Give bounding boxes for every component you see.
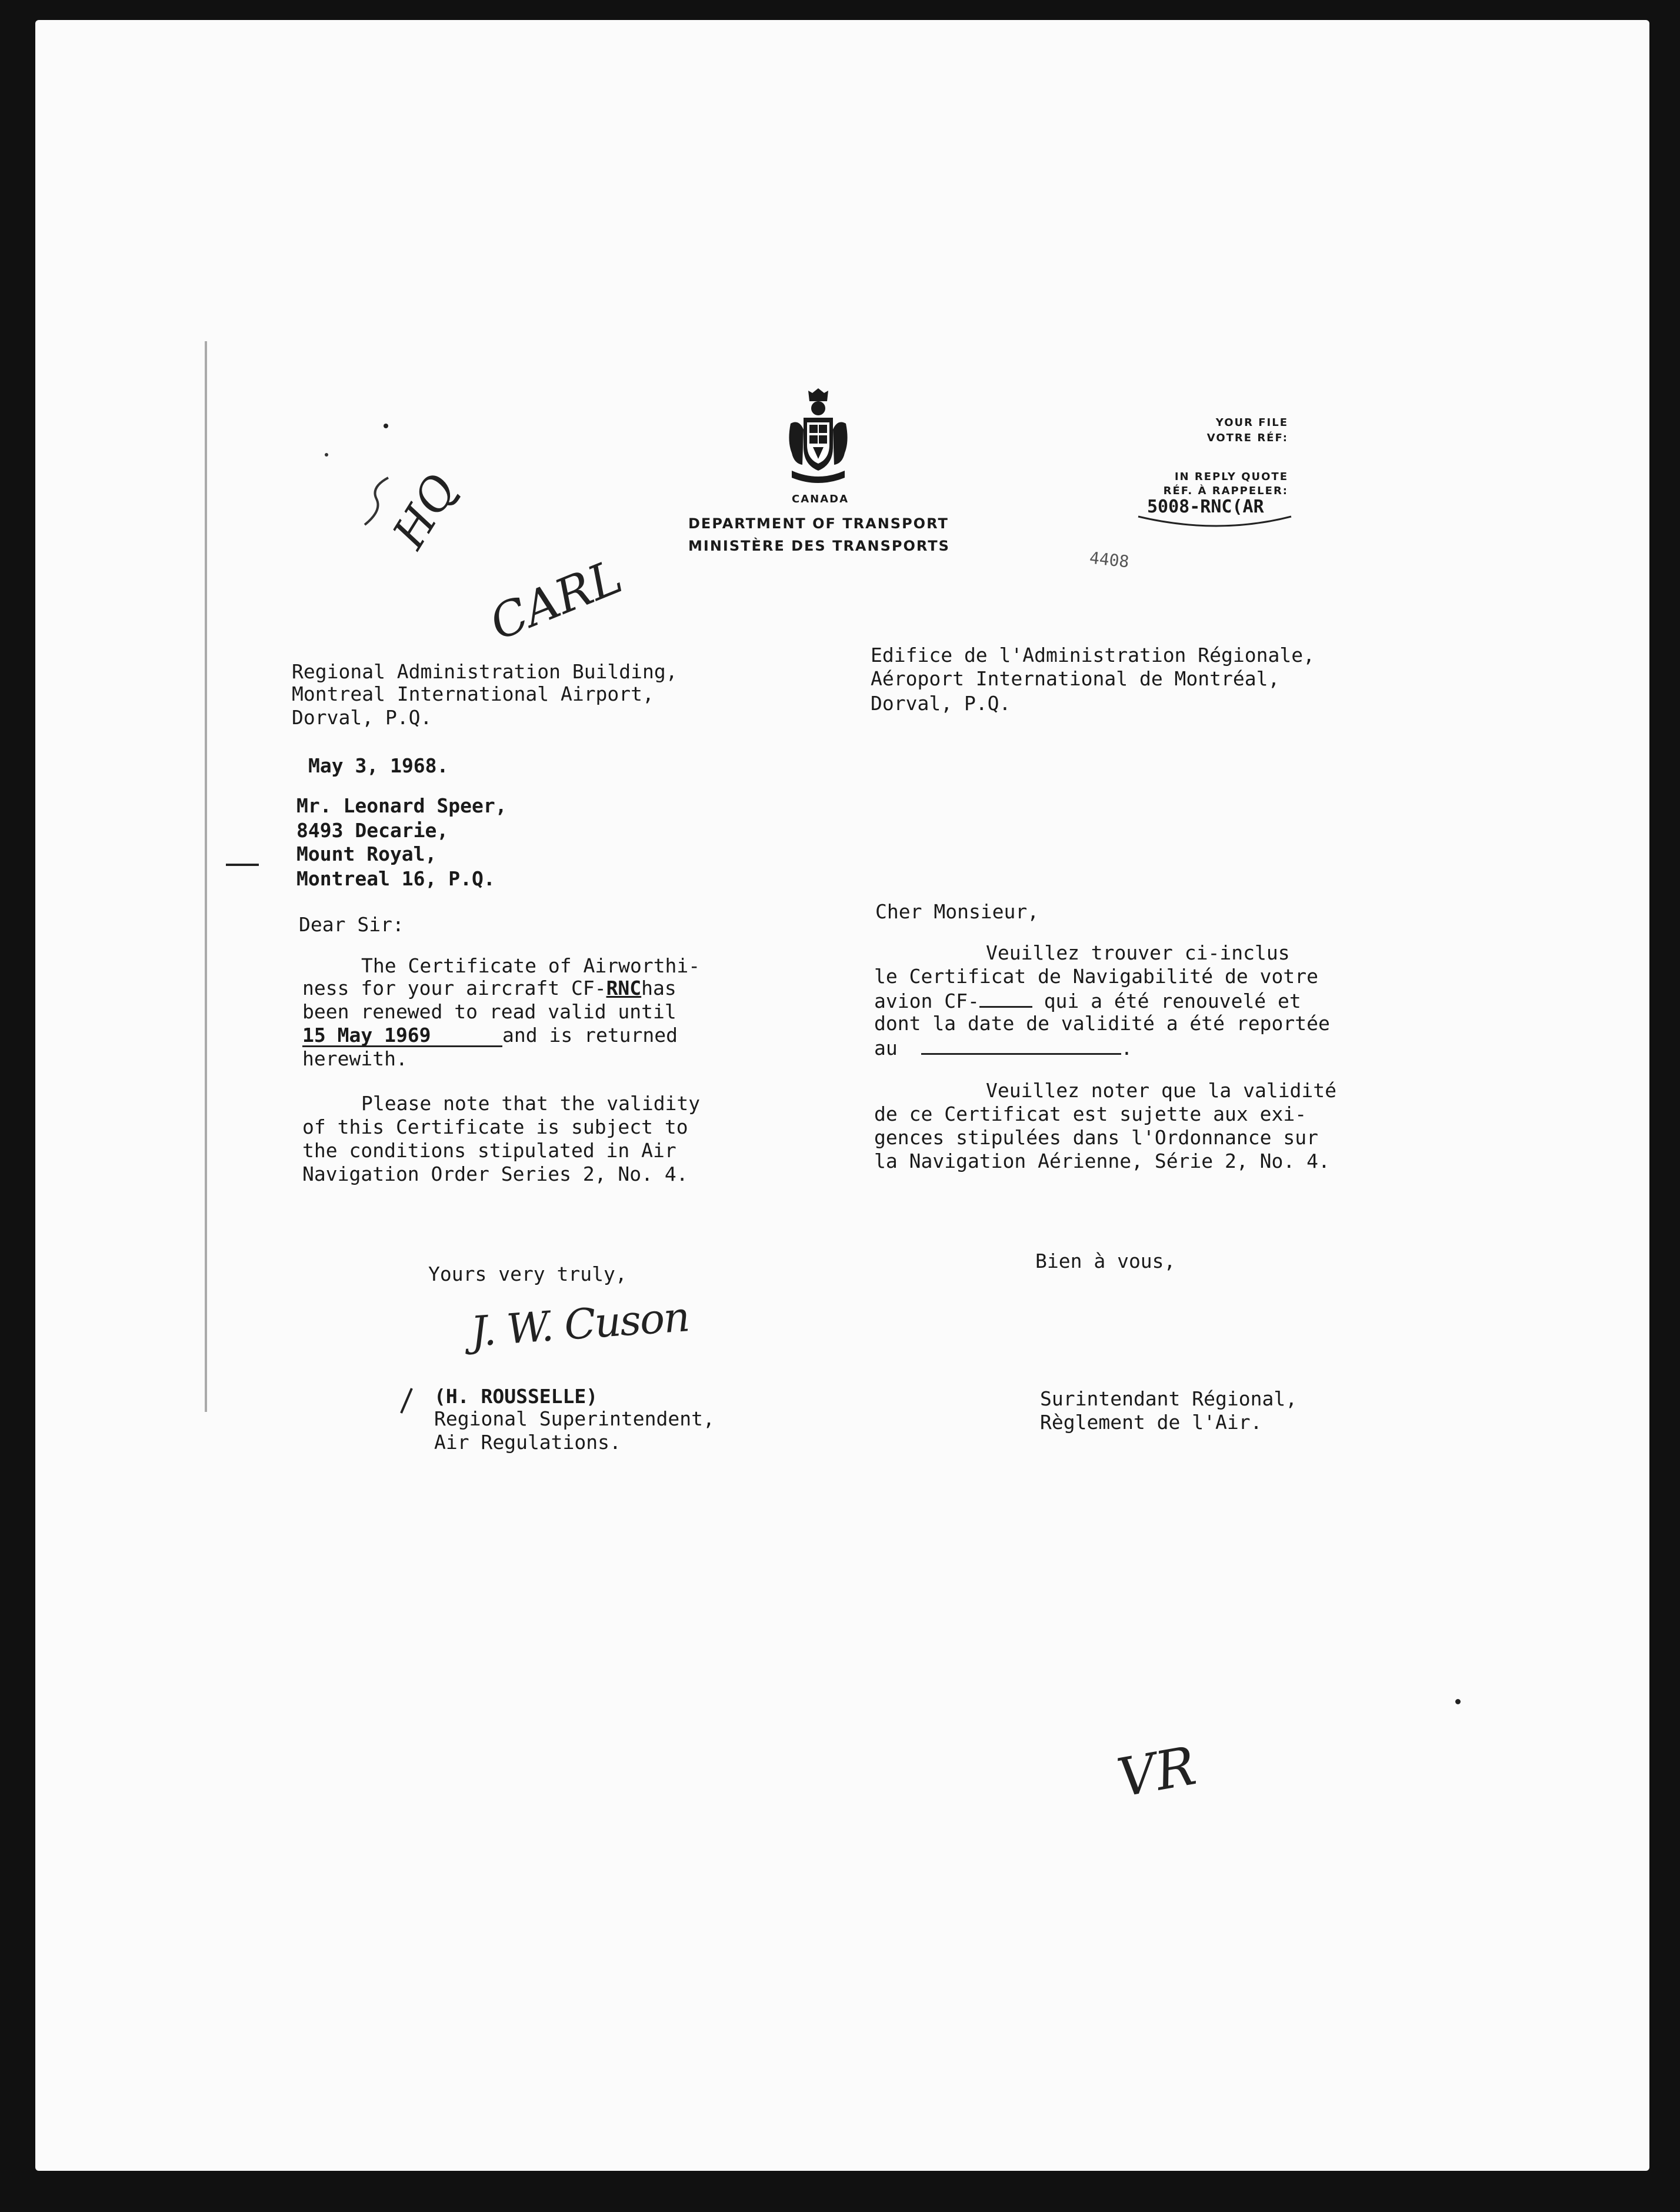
en-p1-line1: The Certificate of Airworthi-	[361, 954, 701, 977]
fr-p1-line3-end: qui a été renouvelé et	[1044, 990, 1301, 1012]
country-label: CANADA	[792, 493, 849, 505]
fr-p1-line5	[874, 1035, 1132, 1060]
ref-rappeler-label: RÉF. À RAPPELER:	[1163, 485, 1288, 497]
fr-p2-line1: Veuillez noter que la validité	[986, 1079, 1337, 1102]
fr-p1-line1: Veuillez trouver ci-inclus	[986, 941, 1290, 964]
handwritten-note-hq: HQ	[382, 465, 467, 558]
en-p2-line3: the conditions stipulated in Air	[302, 1139, 676, 1162]
recipient-city: Montreal 16, P.Q.	[296, 867, 495, 890]
closing-en: Yours very truly,	[428, 1262, 627, 1285]
address-fr-line3: Dorval, P.Q.	[871, 692, 1011, 715]
en-p1-line2	[302, 977, 676, 1000]
address-en-line1: Regional Administration Building,	[292, 660, 678, 683]
en-p1-line4	[302, 1024, 678, 1047]
fr-p1-line3-text: avion CF-	[874, 990, 979, 1012]
en-p1-line2-text: ness for your aircraft CF-	[302, 977, 606, 1000]
margin-dash	[226, 864, 259, 866]
coat-of-arms-icon	[786, 388, 851, 488]
handwritten-note-carl: CARL	[482, 548, 630, 651]
signer-title-en-1: Regional Superintendent,	[434, 1407, 715, 1430]
scan-edge-mark	[205, 341, 207, 1412]
fr-p1-line5-end: .	[1121, 1037, 1133, 1060]
fr-p2-line2: de ce Certificat est sujette aux exi-	[874, 1102, 1307, 1125]
letter-page	[35, 20, 1649, 2171]
fr-p1-line4: dont la date de validité a été reportée	[874, 1012, 1330, 1035]
fr-p1-line5-text: au	[874, 1037, 898, 1060]
handwritten-bracket	[359, 475, 394, 528]
stamp-number: 4408	[1088, 548, 1131, 572]
closing-fr: Bien à vous,	[1035, 1250, 1176, 1272]
your-ref-label: VOTRE RÉF:	[1206, 432, 1288, 444]
department-en: DEPARTMENT OF TRANSPORT	[688, 515, 949, 532]
signer-name: (H. ROUSSELLE)	[434, 1385, 598, 1408]
your-file-label: YOUR FILE	[1215, 417, 1288, 429]
ink-dot	[1455, 1699, 1461, 1704]
signature-tick	[398, 1386, 415, 1415]
address-fr-line1: Edifice de l'Administration Régionale,	[871, 644, 1315, 667]
reply-quote-label: IN REPLY QUOTE	[1174, 471, 1288, 483]
salutation-fr: Cher Monsieur,	[875, 900, 1039, 923]
recipient-street: 8493 Decarie,	[296, 819, 449, 842]
en-p2-line2: of this Certificate is subject to	[302, 1115, 688, 1138]
handwritten-bottom-mark: VR	[1112, 1735, 1201, 1810]
fr-p2-line4: la Navigation Aérienne, Série 2, No. 4.	[874, 1150, 1330, 1172]
signer-title-fr-2: Règlement de l'Air.	[1040, 1411, 1262, 1434]
fr-p1-line3	[874, 988, 1301, 1013]
department-fr: MINISTÈRE DES TRANSPORTS	[688, 538, 950, 554]
en-p2-line1: Please note that the validity	[361, 1092, 701, 1115]
fr-aircraft-blank	[979, 988, 1032, 1008]
file-number: 5008-RNC(AR	[1147, 497, 1264, 517]
en-p2-line4: Navigation Order Series 2, No. 4.	[302, 1162, 688, 1185]
en-p1-line5: herewith.	[302, 1047, 408, 1070]
address-en-line3: Dorval, P.Q.	[292, 706, 432, 729]
aircraft-registration: RNC	[606, 977, 642, 1000]
fr-date-blank	[921, 1035, 1121, 1055]
letter-date: May 3, 1968.	[308, 754, 449, 777]
signer-title-fr-1: Surintendant Régional,	[1040, 1387, 1298, 1410]
signer-title-en-2: Air Regulations.	[434, 1431, 621, 1454]
recipient-name: Mr. Leonard Speer,	[296, 794, 507, 817]
salutation-en: Dear Sir:	[299, 913, 404, 936]
recipient-town: Mount Royal,	[296, 842, 437, 865]
en-p1-line4-text: and is returned	[502, 1024, 678, 1047]
valid-until-date: 15 May 1969	[302, 1025, 502, 1047]
signature: J. W. Cuson	[469, 1292, 691, 1356]
ink-dot	[325, 453, 328, 457]
fr-p2-line3: gences stipulées dans l'Ordonnance sur	[874, 1126, 1318, 1149]
address-en-line2: Montreal International Airport,	[292, 682, 654, 705]
fr-p1-line2: le Certificat de Navigabilité de votre	[874, 965, 1318, 988]
file-number-underline	[1135, 512, 1294, 535]
en-p1-line3: been renewed to read valid until	[302, 1000, 676, 1023]
address-fr-line2: Aéroport International de Montréal,	[871, 667, 1280, 690]
ink-dot	[384, 424, 388, 428]
en-p1-line2-end: has	[641, 977, 676, 1000]
